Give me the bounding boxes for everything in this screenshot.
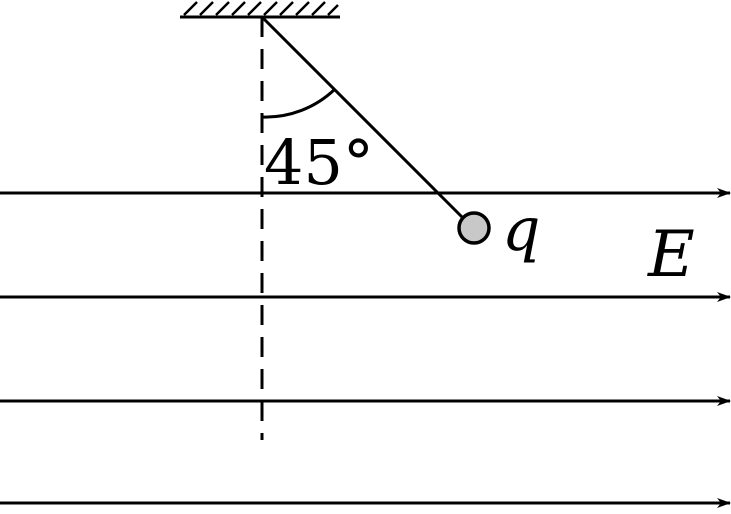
angle-label: 45°: [264, 126, 374, 199]
field-label: E: [648, 218, 695, 292]
charged-ball: [459, 213, 489, 243]
field-lines: [0, 193, 730, 503]
ceiling-support: [180, 2, 340, 17]
ceiling-hatching: [184, 2, 338, 15]
charge-label: q: [502, 195, 541, 265]
angle-arc: [262, 89, 335, 117]
